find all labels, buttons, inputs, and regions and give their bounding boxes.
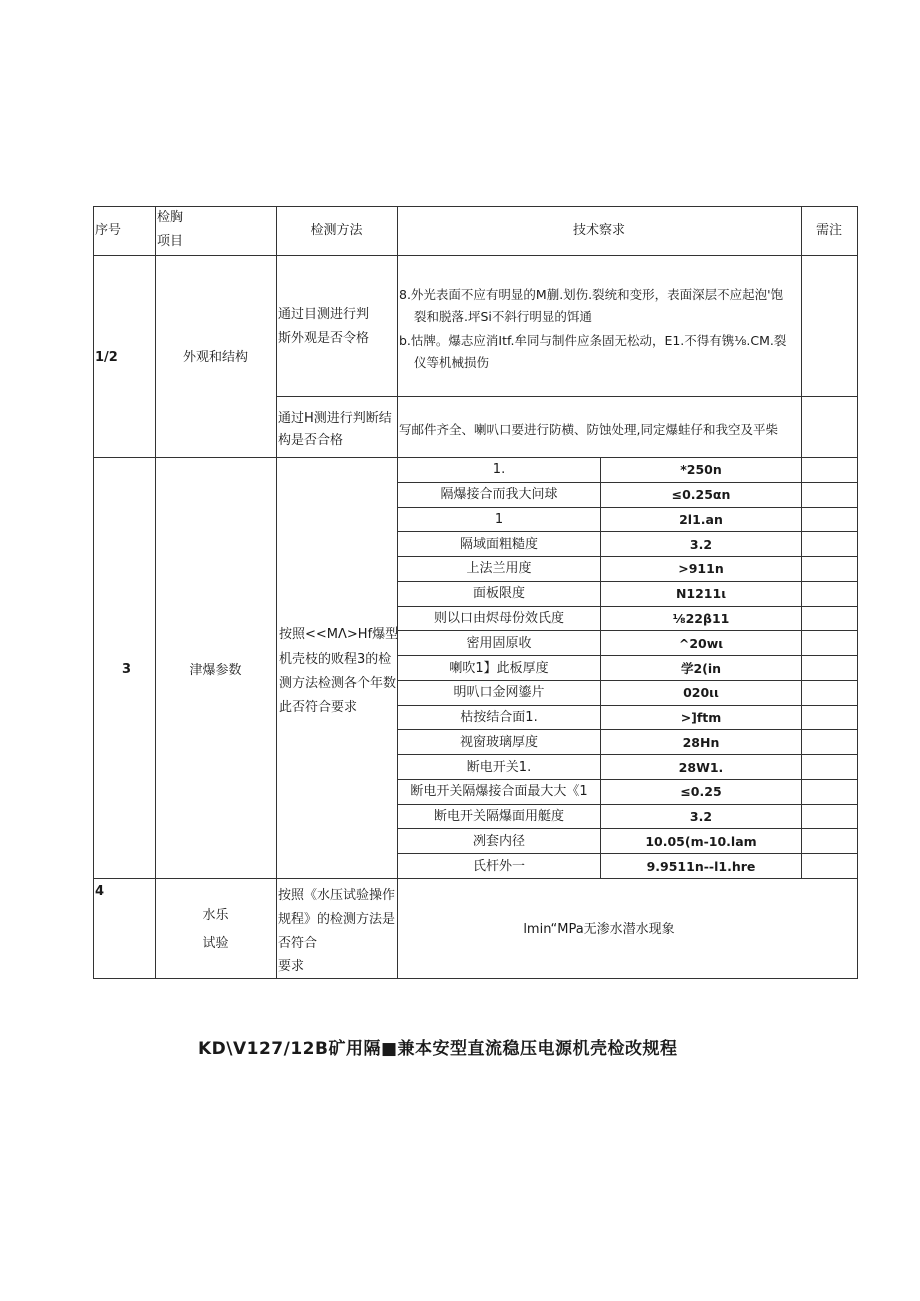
param-row-divider — [397, 531, 858, 532]
row4-method-line: 规程》的检测方法是 — [278, 912, 396, 927]
table-border-bottom — [93, 978, 858, 979]
param-row-divider — [397, 556, 858, 557]
row1-method1-line2: 斯外观是否令格 — [278, 331, 370, 346]
row1-tech1-line1: 8.外光表面不应有明显的M蒯.划伤.裂统和变形，表面深层不应起泡'饱 — [399, 287, 784, 302]
param-row-divider — [397, 804, 858, 805]
row4-item-line1: 水乐 — [202, 908, 229, 923]
param-value: 10.05(m-10.lam — [645, 834, 757, 849]
param-name: 1. — [492, 462, 506, 477]
param-value: 020ιι — [683, 685, 719, 700]
table-border-left — [93, 206, 94, 979]
param-value: 学2(in — [680, 661, 722, 676]
row1-method1-line1: 通过目测进行判 — [278, 307, 370, 322]
param-row-divider — [397, 705, 858, 706]
param-name: 喇吹1】此板厚度 — [449, 661, 549, 676]
param-value: 28W1. — [678, 760, 724, 775]
param-name: 断电开关1. — [466, 760, 532, 775]
row4-method-line: 要求 — [278, 959, 305, 974]
param-value: ⅛22β11 — [672, 611, 730, 626]
header-note: 需注 — [815, 223, 842, 238]
table-border-right — [857, 206, 858, 979]
row1-method2-line1: 通过H测进行判断结 — [278, 411, 392, 426]
param-value: 3.2 — [689, 537, 713, 552]
param-value: ≤0.25αn — [671, 487, 731, 502]
header-method: 检测方法 — [310, 223, 363, 238]
param-row-divider — [397, 630, 858, 631]
header-tech: 技术察求 — [572, 223, 625, 238]
param-row-divider — [397, 606, 858, 607]
table-divider — [276, 206, 277, 979]
row1-item: 外观和结构 — [182, 350, 248, 365]
param-value: N1211ι — [675, 586, 727, 601]
table-divider — [93, 255, 858, 256]
param-name: 视窗玻璃厚度 — [459, 735, 538, 750]
param-value: *250n — [680, 462, 722, 477]
row1-seq: 1/2 — [95, 350, 118, 365]
table-divider — [93, 878, 858, 879]
param-name: 氏杆外一 — [472, 859, 525, 874]
row1-tech1-line2: 裂和脱落.坪Si不斜行明显的饵通 — [414, 309, 592, 324]
row1-method2-line2: 构是否合格 — [278, 433, 344, 448]
param-name: 面板限度 — [472, 586, 525, 601]
table-divider — [93, 457, 858, 458]
row3-item: 津爆参数 — [189, 663, 242, 678]
param-row-divider — [397, 779, 858, 780]
row4-method-line: 按照《水压试验操作 — [278, 888, 396, 903]
row1-tech2: 写邮件齐全、喇叭口要进行防横、防蚀处理,同定爆蛙仔和我空及平柴 — [399, 422, 778, 437]
document-caption: KD\V127∕12B矿用隔■兼本安型直流稳压电源机壳检改规程 — [198, 1039, 678, 1059]
table-divider — [276, 396, 858, 397]
param-row-divider — [397, 729, 858, 730]
param-value: 28Hn — [682, 735, 720, 750]
param-value: 2l1.an — [679, 512, 723, 527]
param-name: 隔域面粗糙度 — [459, 537, 538, 552]
param-value: >]ftm — [680, 710, 722, 725]
param-value: 3.2 — [689, 809, 713, 824]
row3-method-line: 按照<<MΛ>Hf爆型 — [279, 627, 399, 642]
row4-tech: lmin“MPa无渗水潜水现象 — [523, 922, 675, 937]
param-row-divider — [397, 853, 858, 854]
row3-method-line: 机壳枝的败程3的检 — [279, 652, 392, 667]
param-name: 断电开关隔爆接合面最大大《1 — [410, 784, 588, 799]
row4-method-line: 否符合 — [278, 936, 318, 951]
row3-method-line: 测方法检测各个年数 — [279, 676, 397, 691]
param-name: 隔爆接合而我大问球 — [440, 487, 558, 502]
header-seq: 序号 — [94, 223, 121, 238]
param-value: ^20wι — [678, 636, 724, 651]
row4-item-line2: 试验 — [202, 936, 229, 951]
header-item-line1: 检胸 — [157, 210, 184, 225]
param-value: >911n — [678, 561, 724, 576]
param-name: 密用固原收 — [466, 636, 532, 651]
param-row-divider — [397, 507, 858, 508]
row3-method-line: 此否符合要求 — [279, 700, 358, 715]
param-row-divider — [397, 482, 858, 483]
param-row-divider — [397, 680, 858, 681]
param-name: 枯按结合面1. — [460, 710, 538, 725]
param-value: ≤0.25 — [680, 784, 722, 799]
param-row-divider — [397, 828, 858, 829]
param-name: 断电开关隔爆面用艇度 — [433, 809, 564, 824]
row3-seq: 3 — [122, 662, 132, 677]
param-name: 上法兰用度 — [466, 561, 532, 576]
row1-tech1-line4: 仪等机械损伤 — [414, 355, 490, 370]
param-name: 1 — [494, 512, 504, 527]
row1-tech1-line3: b.怙牌。爆志应消Itf.牟同与制件应条固无松动，E1.不得有镌⅛.CM.裂 — [399, 333, 787, 348]
table-border-top — [93, 206, 858, 207]
param-row-divider — [397, 655, 858, 656]
param-row-divider — [397, 581, 858, 582]
param-name: 冽套内径 — [472, 834, 525, 849]
param-value: 9.9511n--l1.hre — [646, 859, 756, 874]
table-divider — [155, 206, 156, 979]
param-name: 明叭口金网鎏片 — [453, 685, 545, 700]
param-name: 则以口由烬母份效氏度 — [433, 611, 564, 626]
row4-seq: 4 — [95, 884, 105, 899]
param-row-divider — [397, 754, 858, 755]
header-item-line2: 项目 — [157, 234, 184, 249]
